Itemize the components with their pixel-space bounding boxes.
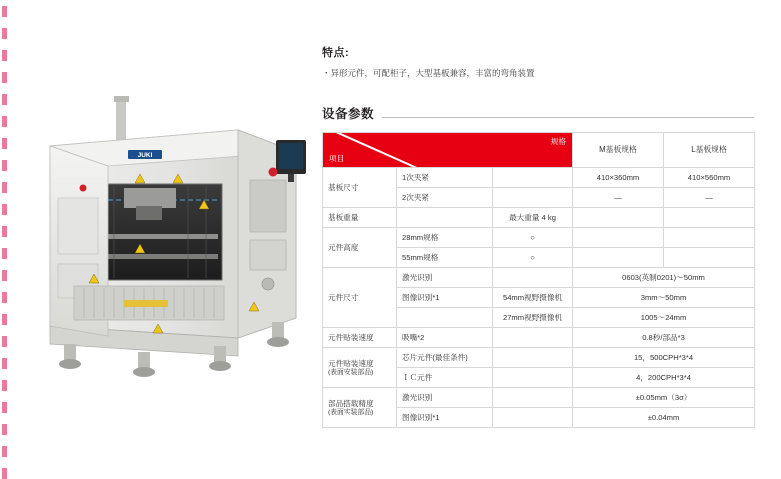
cell-height-28-mark: ○ [493, 227, 573, 247]
row-label-placement-speed: 元件贴装速度 [323, 327, 397, 347]
column-header-l: L基板规格 [664, 132, 755, 167]
cell-blank [493, 367, 573, 387]
cell-height-55-mark: ○ [493, 247, 573, 267]
cell-blank [397, 307, 493, 327]
row-label-component-size: 元件尺寸 [323, 267, 397, 327]
cell-image-recognition: 图像识别*1 [397, 287, 493, 307]
table-row [323, 267, 755, 287]
cell-laser-size-range: 0603(英制0201)～50mm [573, 267, 755, 287]
cell-nozzle-speed: 0.8秒/部品*3 [573, 327, 755, 347]
machine-photo [28, 88, 310, 378]
cell-blank [397, 207, 493, 227]
cell-ic-component: ＩＣ元件 [397, 367, 493, 387]
row-label-placement-speed-smt [323, 347, 397, 387]
cell-accuracy-laser: 激光识别 [397, 387, 493, 407]
cell-nozzle: 吸嘴*2 [397, 327, 493, 347]
cell-l-clamp2: — [664, 187, 755, 207]
row-label-sub: (表面安装部品) [328, 368, 374, 376]
table-row [323, 327, 755, 347]
machine-illustration [28, 88, 310, 378]
cell-chip-component: 芯片元件(最佳条件) [397, 347, 493, 367]
cell-accuracy-image: 图像识别*1 [397, 407, 493, 427]
column-header-m: M基板规格 [573, 132, 664, 167]
corner-spec-label: 规格 [550, 136, 567, 146]
content-column [322, 44, 754, 428]
table-row [323, 227, 755, 247]
table-row [323, 347, 755, 367]
row-label-board-weight: 基板重量 [323, 207, 397, 227]
cell-blank [493, 187, 573, 207]
table-row [323, 167, 755, 187]
cell-blank [493, 167, 573, 187]
cell-camera-27-range: 1005～24mm [573, 307, 755, 327]
cell-blank [493, 387, 573, 407]
cell-chip-cph: 15，500CPH*3*4 [573, 347, 755, 367]
cell-accuracy-image-value: ±0.04mm [573, 407, 755, 427]
cell-blank [493, 267, 573, 287]
spec-table [322, 132, 755, 428]
cell-clamp-1: 1次夹紧 [397, 167, 493, 187]
cell-camera-54-range: 3mm～50mm [573, 287, 755, 307]
cell-blank [664, 227, 755, 247]
cell-blank [573, 207, 664, 227]
cell-blank [573, 227, 664, 247]
machine-brand-text: JUKI [137, 152, 153, 159]
table-corner-header [323, 132, 573, 167]
cell-clamp-2: 2次夹紧 [397, 187, 493, 207]
cell-blank [493, 347, 573, 367]
cell-height-28: 28mm规格 [397, 227, 493, 247]
cell-blank [573, 247, 664, 267]
features-title: 特点: [322, 47, 350, 59]
row-label-main: 部品搭载精度 [328, 398, 374, 408]
cell-height-55: 55mm规格 [397, 247, 493, 267]
feature-item: ・异形元件，可配柜子，大型基板兼容，丰富的弯角装置 [322, 68, 535, 78]
row-label-main: 元件贴装速度 [328, 358, 374, 368]
cell-blank [493, 327, 573, 347]
cell-blank [664, 247, 755, 267]
table-row [323, 207, 755, 227]
table-header-row [323, 132, 755, 167]
row-label-placement-accuracy [323, 387, 397, 427]
row-label-sub: (表面实装部品) [328, 408, 374, 416]
cell-camera-54: 54mm视野摄像机 [493, 287, 573, 307]
table-row [323, 387, 755, 407]
cell-ic-cph: 4，200CPH*3*4 [573, 367, 755, 387]
section-divider [382, 117, 754, 118]
cell-camera-27: 27mm视野摄像机 [493, 307, 573, 327]
spec-section-header [322, 104, 754, 122]
cell-blank [664, 207, 755, 227]
cell-m-clamp2: — [573, 187, 664, 207]
row-label-component-height: 元件高度 [323, 227, 397, 267]
corner-item-label: 项目 [329, 153, 345, 163]
page-edge-marks [0, 0, 10, 478]
cell-accuracy-laser-value: ±0.05mm（3σ） [573, 387, 755, 407]
cell-blank [493, 407, 573, 427]
cell-laser-recognition: 激光识别 [397, 267, 493, 287]
row-label-board-size: 基板尺寸 [323, 167, 397, 207]
cell-board-weight-value: 最大重量 4 kg [493, 207, 573, 227]
cell-m-clamp1: 410×360mm [573, 167, 664, 187]
cell-l-clamp1: 410×560mm [664, 167, 755, 187]
section-title: 设备参数 [322, 106, 375, 121]
